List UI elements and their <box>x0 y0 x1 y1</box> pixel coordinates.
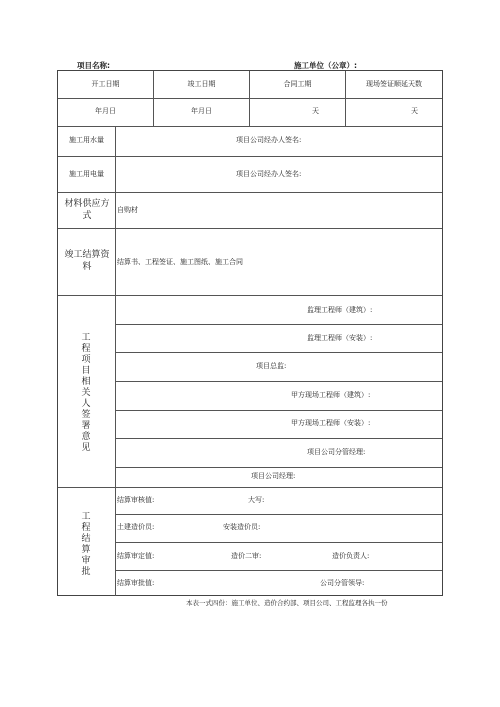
company-leader-label: 公司分管领导: <box>320 579 365 587</box>
chief-supervisor-sign: 项目总监: <box>256 362 287 370</box>
settlement-form-table <box>57 70 443 596</box>
water-sign-label: 项目公司经办人签名: <box>236 136 302 144</box>
contract-period-value: 天 <box>312 107 319 115</box>
cost-lead-label: 造价负责人: <box>332 552 370 560</box>
supervisor-install-sign: 监理工程师（安装）: <box>307 334 373 342</box>
second-review-label: 造价二审: <box>231 552 262 560</box>
completion-date-value: 年月日 <box>191 107 212 115</box>
power-sign-label: 项目公司经办人签名: <box>236 170 302 178</box>
contract-period-header: 合同工期 <box>283 80 312 88</box>
water-usage-label: 施工用水量 <box>69 136 104 144</box>
civil-estimator-label: 土建造价员: <box>117 523 155 531</box>
amount-in-words-label: 大写: <box>248 496 265 504</box>
start-date-value: 年月日 <box>95 107 116 115</box>
supervisor-civil-sign: 监理工程师（建筑）: <box>307 306 373 314</box>
footer-note: 本表一式四份：施工单位、造价合约部、项目公司、工程监理各执一份 <box>186 599 388 607</box>
install-estimator-label: 安装造价员: <box>223 523 261 531</box>
approval-section-label: 工程结算审批 <box>81 512 91 577</box>
extension-days-header: 现场签证顺延天数 <box>366 80 422 88</box>
deputy-manager-sign: 项目公司分管经理: <box>307 448 366 456</box>
owner-engineer-civil-sign: 甲方现场工程师（建筑）: <box>291 391 371 399</box>
sig-divider <box>115 352 442 353</box>
sig-divider <box>115 467 442 468</box>
material-supply-value: 自购材 <box>117 206 138 214</box>
sig-divider <box>115 410 442 411</box>
start-date-header: 开工日期 <box>91 80 120 88</box>
sig-divider <box>115 438 442 439</box>
settlement-docs-value: 结算书、工程签证、施工图纸、施工合同 <box>117 258 243 266</box>
owner-engineer-install-sign: 甲方现场工程师（安装）: <box>291 419 371 427</box>
project-manager-sign: 项目公司经理: <box>251 472 296 480</box>
project-name-label: 项目名称: <box>77 61 110 70</box>
material-supply-label: 材料供应方式 <box>64 199 110 221</box>
final-approval-value-label: 结算审批值: <box>117 579 155 587</box>
audit-value-label: 结算审核值: <box>117 496 155 504</box>
label-col-divider <box>115 126 116 596</box>
power-usage-label: 施工用电量 <box>69 170 104 178</box>
row-divider <box>58 98 442 99</box>
approval-divider <box>115 542 442 543</box>
approval-divider <box>115 514 442 515</box>
approved-value-label: 结算审定值: <box>117 552 155 560</box>
sig-divider <box>115 324 442 325</box>
completion-date-header: 竣工日期 <box>187 80 216 88</box>
signatures-section-label: 工程项目相关人签署意见 <box>81 333 91 453</box>
settlement-docs-label: 竣工结算资料 <box>64 250 110 272</box>
sig-divider <box>115 381 442 382</box>
extension-days-value: 天 <box>411 107 418 115</box>
contractor-label: 施工单位（公章）: <box>294 61 357 70</box>
approval-divider <box>115 570 442 571</box>
